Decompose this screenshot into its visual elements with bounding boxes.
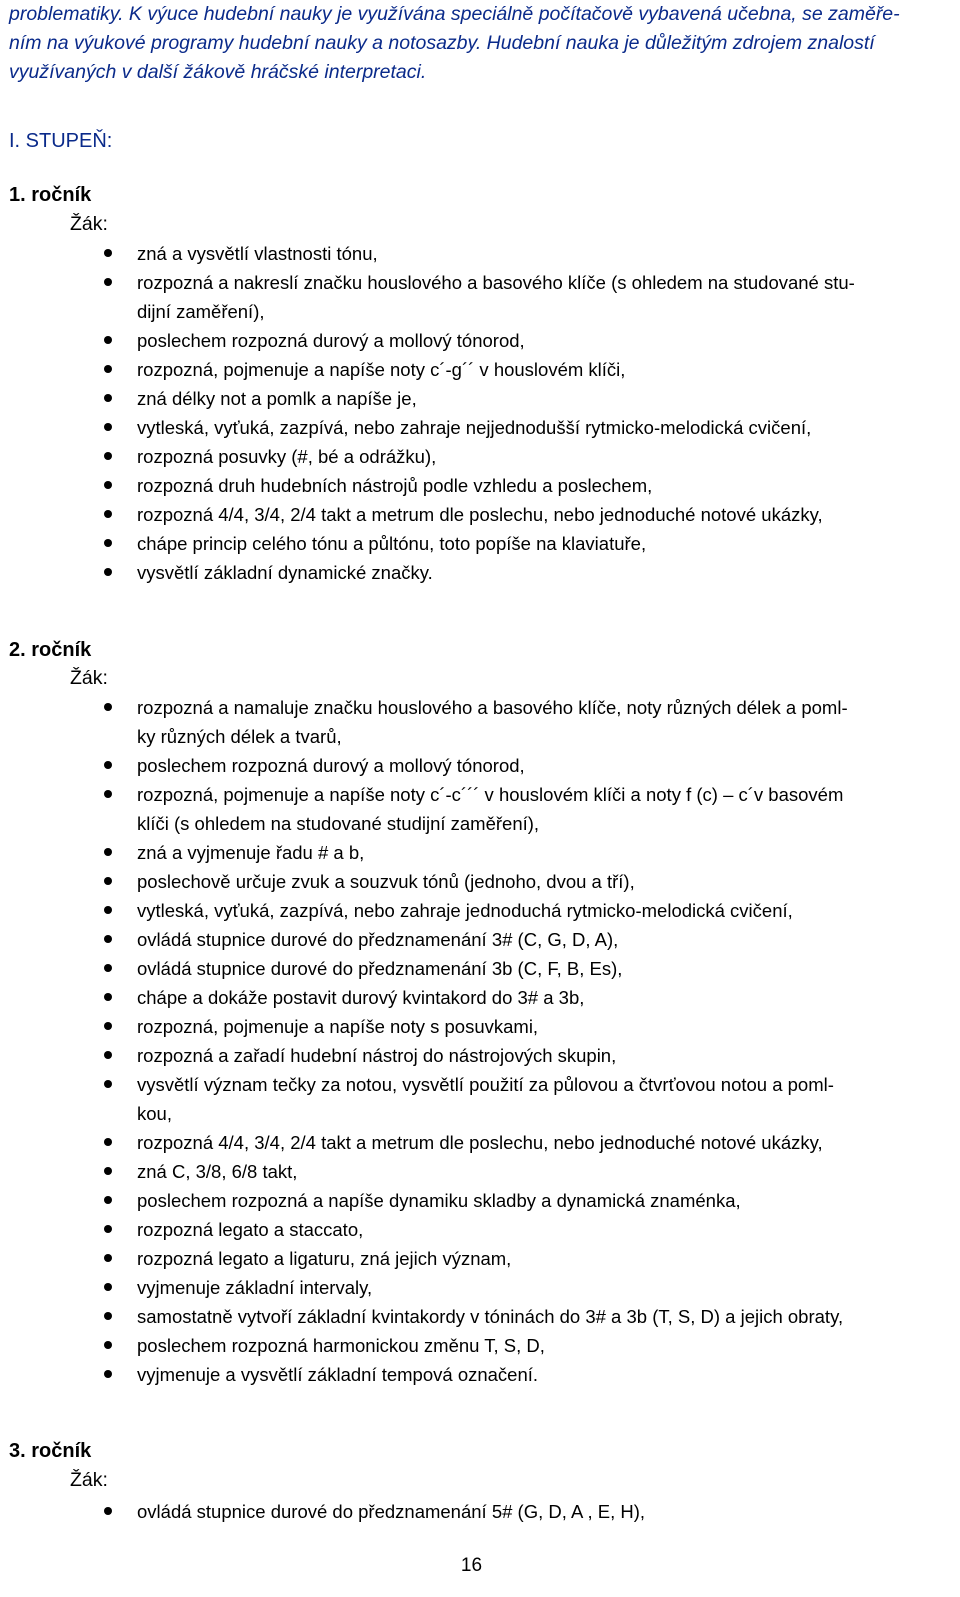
intro-line: využívaných v další žákově hráčské interpretaci. xyxy=(9,61,427,83)
list-item-text: samostatně vytvoří základní kvintakordy v tóninách do 3# a 3b (T, S, D) a jejich obraty, xyxy=(137,1306,844,1327)
bullet-icon xyxy=(104,336,112,344)
list-item xyxy=(0,896,960,925)
bullet-icon xyxy=(104,935,112,943)
year-heading-1: 1. ročník xyxy=(9,184,92,206)
list-item-text: zná a vysvětlí vlastnosti tónu, xyxy=(137,243,378,264)
bullet-icon xyxy=(104,510,112,518)
list-item-text: poslechem rozpozná a napíše dynamiku skladby a dynamická znaménka, xyxy=(137,1190,741,1211)
bullet-icon xyxy=(104,1254,112,1262)
bullet-icon xyxy=(104,481,112,489)
bullet-icon xyxy=(104,1080,112,1088)
bullet-icon xyxy=(104,278,112,286)
list-item xyxy=(0,1273,960,1302)
list-item-text: dijní zaměření), xyxy=(137,301,265,322)
bullet-icon xyxy=(104,761,112,769)
bullet-icon xyxy=(104,1507,112,1515)
list-item-text: zná C, 3/8, 6/8 takt, xyxy=(137,1161,298,1182)
list-item-text: ovládá stupnice durové do předznamenání 3# (C, G, D, A), xyxy=(137,929,619,950)
student-label-3: Žák: xyxy=(70,1469,108,1491)
list-item xyxy=(0,1128,960,1157)
list-item-text: rozpozná 4/4, 3/4, 2/4 takt a metrum dle poslechu, nebo jednoduché notové ukázky, xyxy=(137,504,823,525)
bullet-icon xyxy=(104,423,112,431)
bullet-icon xyxy=(104,568,112,576)
list-item-text: rozpozná a zařadí hudební nástroj do nástrojových skupin, xyxy=(137,1045,617,1066)
bullet-icon xyxy=(104,539,112,547)
list-item xyxy=(0,1331,960,1360)
list-item-text: rozpozná, pojmenuje a napíše noty c´-g´´ v houslovém klíči, xyxy=(137,359,626,380)
list-item-text: rozpozná a namaluje značku houslového a basového klíče, noty různých délek a poml- xyxy=(137,697,848,718)
bullet-icon xyxy=(104,1022,112,1030)
list-item xyxy=(0,384,960,413)
intro-line: problematiky. K výuce hudební nauky je využívána speciálně počítačově vybavená učebna, se zaměře- xyxy=(9,3,900,25)
bullet-icon xyxy=(104,877,112,885)
list-item xyxy=(0,954,960,983)
list-item-text: chápe princip celého tónu a půltónu, toto popíše na klaviatuře, xyxy=(137,533,647,554)
bullet-icon xyxy=(104,993,112,1001)
list-item-text: zná a vyjmenuje řadu # a b, xyxy=(137,842,365,863)
list-item-text: vytleská, vyťuká, zazpívá, nebo zahraje nejjednodušší rytmicko-melodická cvičení, xyxy=(137,417,812,438)
list-item xyxy=(0,1041,960,1070)
list-item xyxy=(0,1360,960,1389)
stage-heading: I. STUPEŇ: xyxy=(9,130,113,152)
bullet-icon xyxy=(104,1341,112,1349)
list-item-text: rozpozná druh hudebních nástrojů podle vzhledu a poslechem, xyxy=(137,475,653,496)
list-item xyxy=(0,751,960,780)
intro-paragraph xyxy=(9,0,949,87)
list-item xyxy=(0,1157,960,1186)
list-item xyxy=(0,558,960,587)
list-item xyxy=(0,1186,960,1215)
bullet-icon xyxy=(104,1196,112,1204)
bullet-icon xyxy=(104,249,112,257)
bullet-icon xyxy=(104,452,112,460)
list-item xyxy=(0,867,960,896)
list-item xyxy=(0,983,960,1012)
list-item-text: kou, xyxy=(137,1103,172,1124)
list-item-text: rozpozná legato a ligaturu, zná jejich význam, xyxy=(137,1248,512,1269)
list-item-text: zná délky not a pomlk a napíše je, xyxy=(137,388,417,409)
list-item-text: poslechově určuje zvuk a souzvuk tónů (jednoho, dvou a tří), xyxy=(137,871,635,892)
objectives-list-1 xyxy=(0,239,960,587)
list-item xyxy=(0,326,960,355)
list-item xyxy=(0,500,960,529)
list-item xyxy=(0,1012,960,1041)
list-item-text: vytleská, vyťuká, zazpívá, nebo zahraje jednoduchá rytmicko-melodická cvičení, xyxy=(137,900,793,921)
student-label-2: Žák: xyxy=(70,667,108,689)
list-item xyxy=(0,529,960,558)
list-item xyxy=(0,1302,960,1331)
list-item-text: poslechem rozpozná durový a mollový tónorod, xyxy=(137,755,525,776)
list-item xyxy=(0,239,960,268)
list-item-text: vyjmenuje a vysvětlí základní tempová označení. xyxy=(137,1364,539,1385)
objectives-list-3 xyxy=(0,1497,960,1526)
list-item-text: poslechem rozpozná harmonickou změnu T, S, D, xyxy=(137,1335,545,1356)
year-heading-2: 2. ročník xyxy=(9,639,92,661)
list-item xyxy=(0,471,960,500)
bullet-icon xyxy=(104,703,112,711)
bullet-icon xyxy=(104,1167,112,1175)
list-item-text: rozpozná a nakreslí značku houslového a basového klíče (s ohledem na studované stu- xyxy=(137,272,855,293)
list-item xyxy=(0,442,960,471)
list-item-text: ovládá stupnice durové do předznamenání 5# (G, D, A , E, H), xyxy=(137,1501,646,1522)
list-item-text: rozpozná, pojmenuje a napíše noty c´-c´´´ v houslovém klíči a noty f (c) – c´v basovém xyxy=(137,784,844,805)
list-item-text: rozpozná 4/4, 3/4, 2/4 takt a metrum dle poslechu, nebo jednoduché notové ukázky, xyxy=(137,1132,823,1153)
bullet-icon xyxy=(104,1283,112,1291)
bullet-icon xyxy=(104,848,112,856)
list-item xyxy=(0,1070,960,1128)
list-item-text: vysvětlí význam tečky za notou, vysvětlí použití za půlovou a čtvrťovou notou a poml- xyxy=(137,1074,834,1095)
list-item-text: rozpozná posuvky (#, bé a odrážku), xyxy=(137,446,437,467)
list-item-text: vysvětlí základní dynamické značky. xyxy=(137,562,433,583)
bullet-icon xyxy=(104,365,112,373)
bullet-icon xyxy=(104,906,112,914)
student-label-1: Žák: xyxy=(70,213,108,235)
list-item-text: poslechem rozpozná durový a mollový tónorod, xyxy=(137,330,525,351)
intro-line: ním na výukové programy hudební nauky a notosazby. Hudební nauka je důležitým zdrojem znalostí xyxy=(9,32,875,54)
list-item xyxy=(0,355,960,384)
list-item xyxy=(0,1244,960,1273)
list-item xyxy=(0,925,960,954)
list-item-text: klíči (s ohledem na studované studijní zaměření), xyxy=(137,813,540,834)
bullet-icon xyxy=(104,394,112,402)
list-item-text: ovládá stupnice durové do předznamenání 3b (C, F, B, Es), xyxy=(137,958,623,979)
list-item-text: chápe a dokáže postavit durový kvintakord do 3# a 3b, xyxy=(137,987,585,1008)
list-item-text: ky různých délek a tvarů, xyxy=(137,726,342,747)
bullet-icon xyxy=(104,1370,112,1378)
bullet-icon xyxy=(104,964,112,972)
bullet-icon xyxy=(104,1051,112,1059)
list-item xyxy=(0,693,960,751)
list-item xyxy=(0,780,960,838)
list-item-text: rozpozná, pojmenuje a napíše noty s posuvkami, xyxy=(137,1016,539,1037)
list-item xyxy=(0,1497,960,1526)
bullet-icon xyxy=(104,1312,112,1320)
bullet-icon xyxy=(104,790,112,798)
objectives-list-2 xyxy=(0,693,960,1389)
page-number: 16 xyxy=(460,1555,483,1576)
bullet-icon xyxy=(104,1138,112,1146)
year-heading-3: 3. ročník xyxy=(9,1440,92,1462)
list-item-text: vyjmenuje základní intervaly, xyxy=(137,1277,373,1298)
list-item xyxy=(0,838,960,867)
list-item xyxy=(0,413,960,442)
list-item xyxy=(0,1215,960,1244)
list-item-text: rozpozná legato a staccato, xyxy=(137,1219,364,1240)
bullet-icon xyxy=(104,1225,112,1233)
list-item xyxy=(0,268,960,326)
